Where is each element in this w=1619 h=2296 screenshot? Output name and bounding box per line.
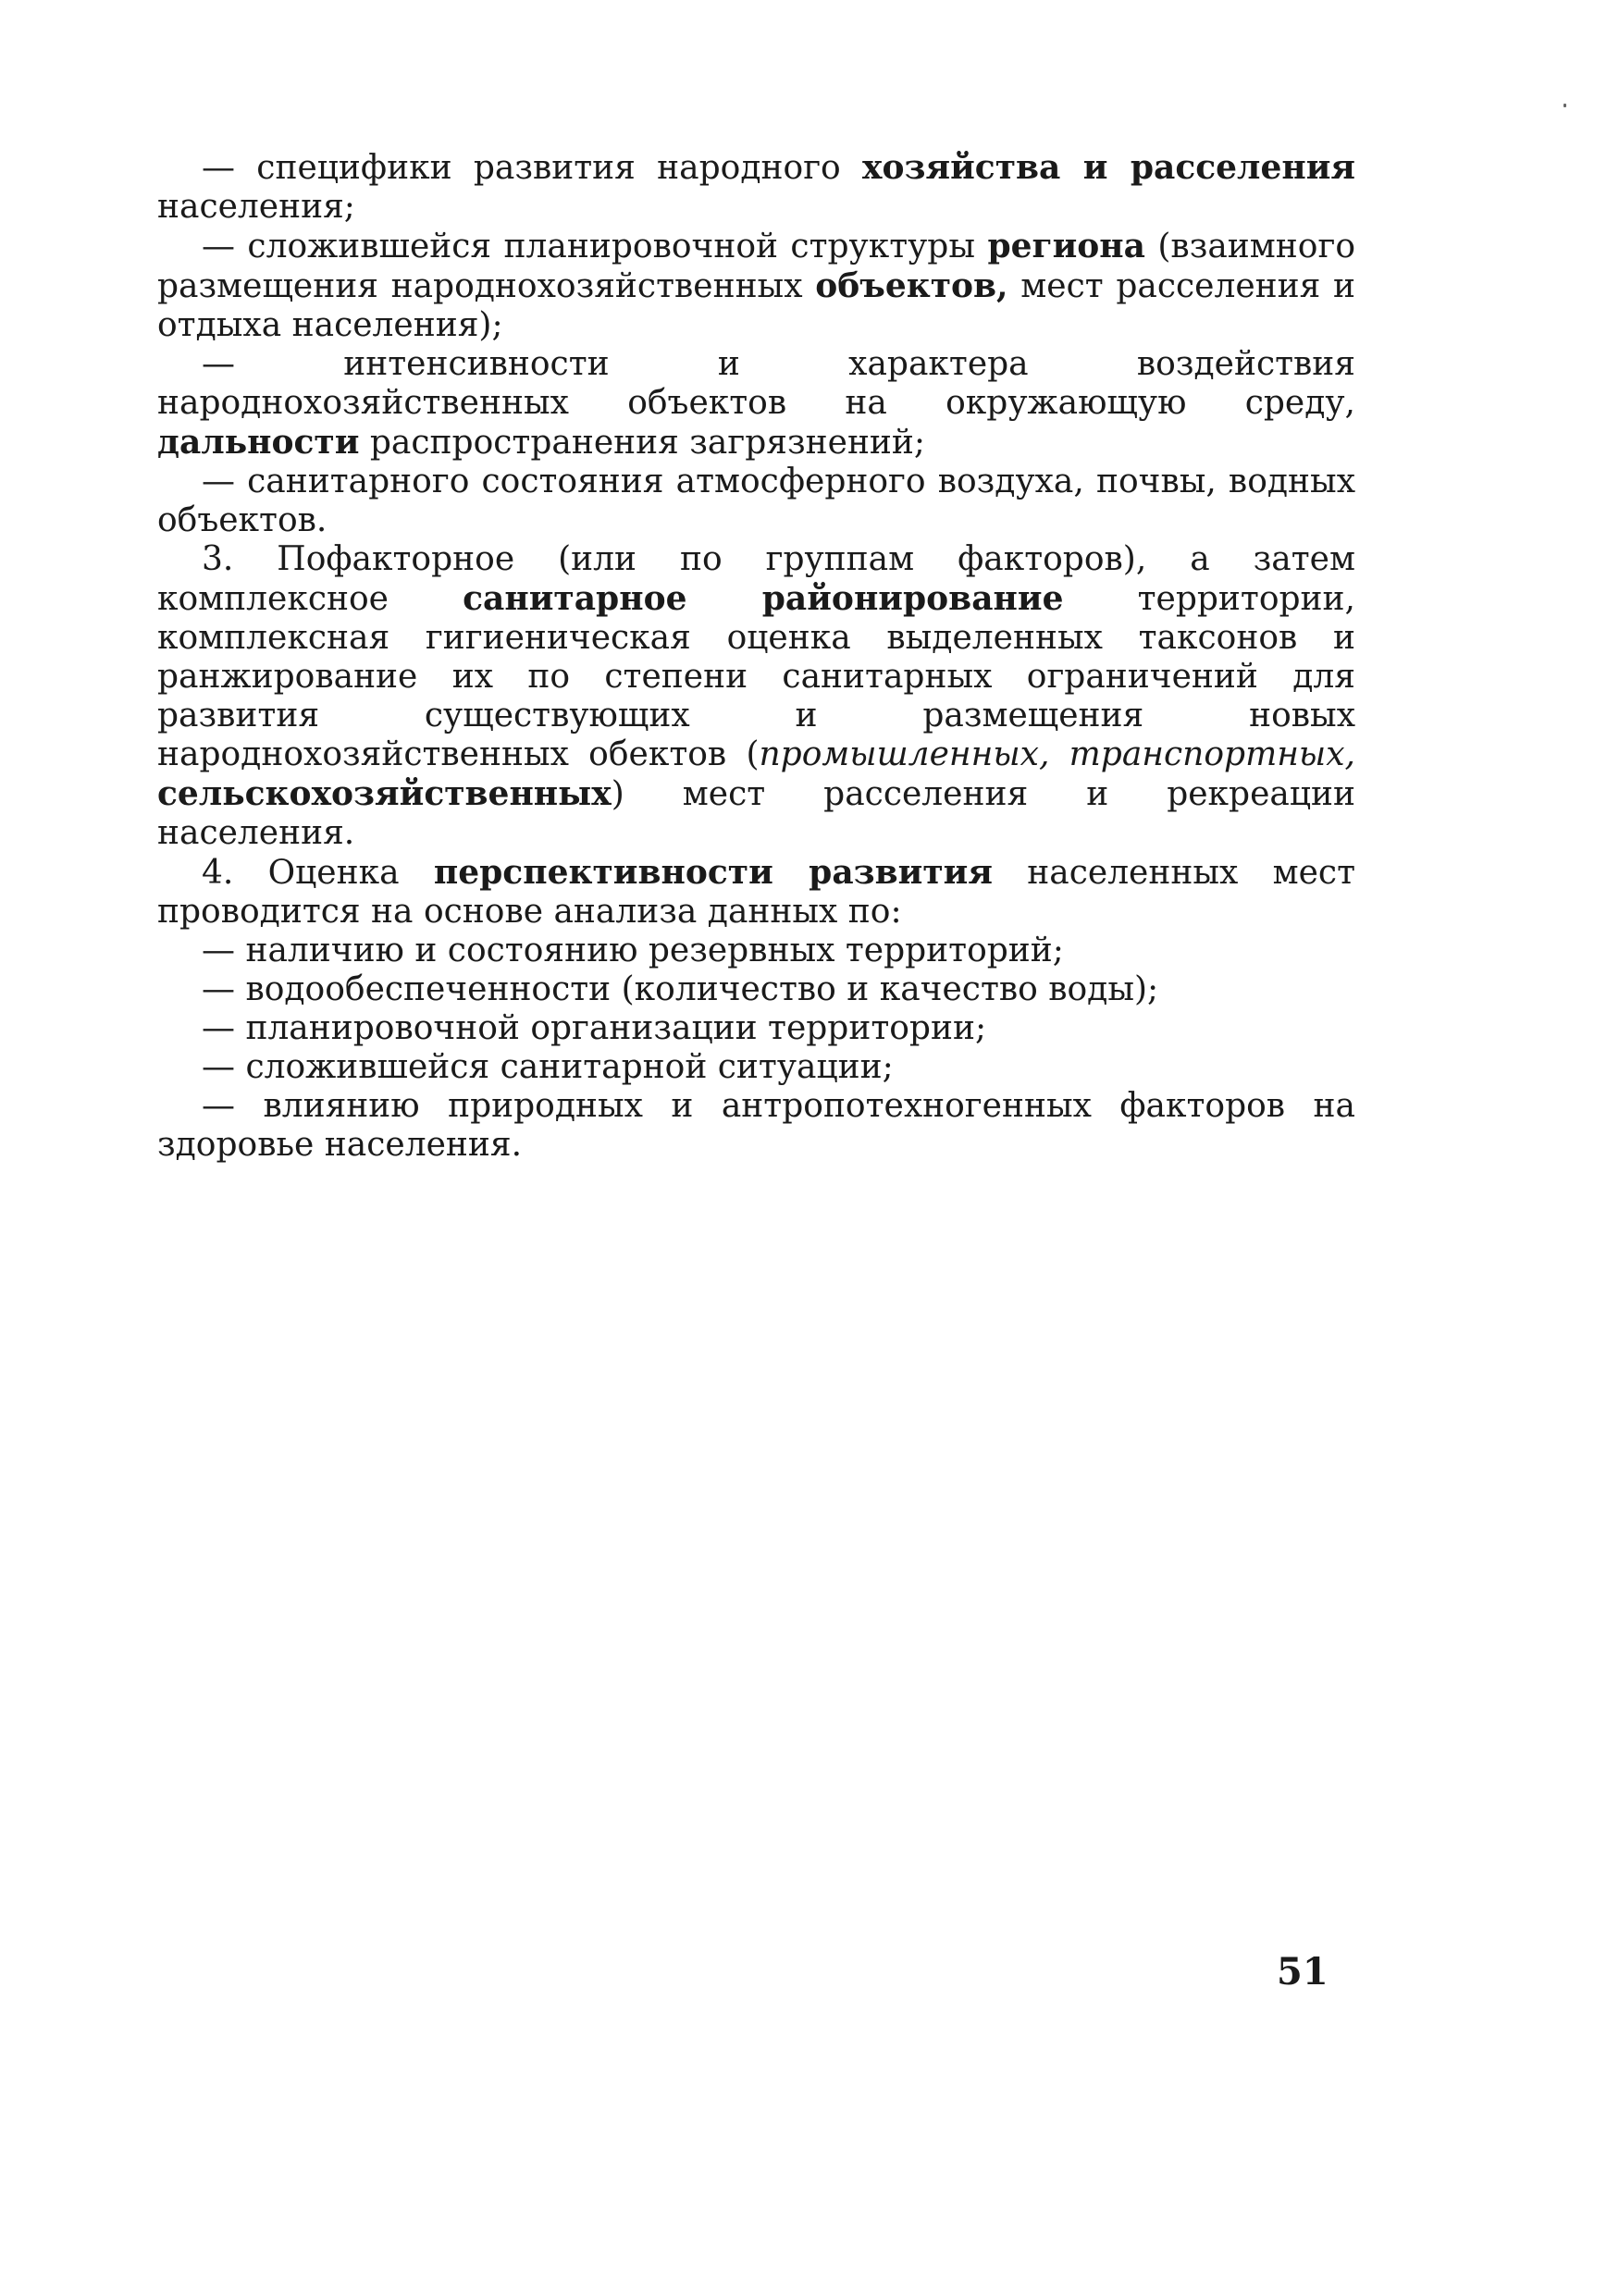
paragraph-point-4	[157, 853, 1355, 932]
body-text	[157, 148, 1355, 1165]
text-run: — влиянию природных и антропотехногенных факторов на здоровье населения.	[157, 1087, 1355, 1164]
text-run: ) мест расселения и рекреации населения.	[157, 775, 1355, 852]
text-run: мест расселения и отдыха населения);	[157, 267, 1355, 344]
scan-speck	[1563, 104, 1566, 107]
text-run: — планировочной организации территории;	[202, 1009, 987, 1047]
list-item-influence	[157, 1087, 1355, 1165]
text-run: — наличию и состоянию резервных территорий;	[202, 932, 1064, 969]
list-item-sanitary-state	[157, 463, 1355, 540]
text-run: — санитарного состояния атмосферного воздуха, почвы, водных объектов.	[157, 463, 1355, 539]
text-run: распространения загрязнений;	[359, 424, 926, 462]
list-item-intensity	[157, 345, 1355, 463]
text-run: — специфики развития народного	[202, 149, 863, 187]
text-run: населенных мест проводится на основе анализа данных по:	[157, 854, 1355, 931]
text-run: объектов,	[815, 266, 1008, 305]
text-run: сельскохозяйственных	[157, 774, 612, 813]
list-item-sanitary-situation	[157, 1048, 1355, 1087]
text-run: (взаимного размещения народнохозяйственных	[157, 228, 1355, 305]
text-run: хозяйства и расселения	[862, 148, 1355, 187]
text-run: территории, комплексная гигиеническая оценка выделенных таксонов и ранжирование их по степени санитарных ограничений для развития существующих и размещения новых народнохозяйственных обектов (	[157, 580, 1355, 773]
list-item-water-supply	[157, 970, 1355, 1009]
text-run: перспективности развития	[433, 853, 993, 892]
list-item-specifics	[157, 148, 1355, 227]
text-run: населения;	[157, 188, 355, 226]
text-run: — сложившейся санитарной ситуации;	[202, 1048, 894, 1086]
list-item-planning-org	[157, 1009, 1355, 1048]
text-run: 4. Оценка	[202, 854, 434, 892]
text-run: региона	[987, 227, 1145, 265]
list-item-planning-structure	[157, 227, 1355, 345]
text-run: 3. Пофакторное (или по группам факторов), а затем комплексное	[157, 540, 1355, 618]
text-run: — водообеспеченности (количество и качество воды);	[202, 970, 1159, 1008]
page-number: 51	[1277, 1950, 1329, 1994]
text-run: — интенсивности и характера воздействия народнохозяйственных объектов на окружающую среду,	[157, 345, 1355, 422]
text-run: — сложившейся планировочной структуры	[202, 228, 988, 265]
text-run: промышленных, транспортных,	[759, 735, 1355, 773]
text-run: санитарное районирование	[463, 579, 1064, 618]
list-item-reserves	[157, 932, 1355, 970]
paragraph-point-3	[157, 540, 1355, 853]
text-run: дальности	[157, 423, 360, 462]
